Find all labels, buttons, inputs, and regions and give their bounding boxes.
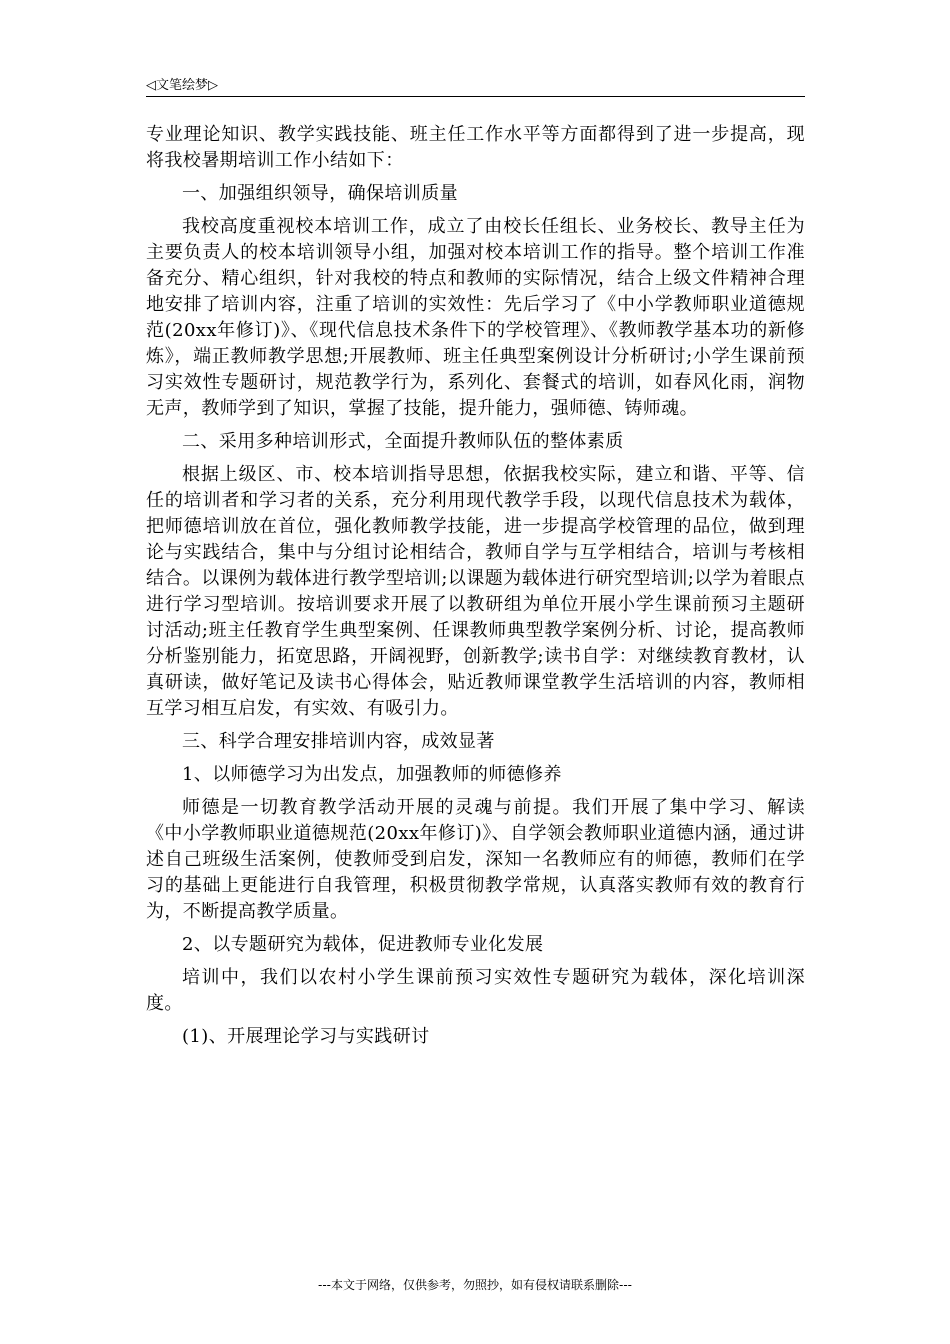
paragraph-subsection-1: 师德是一切教育教学活动开展的灵魂与前提。我们开展了集中学习、解读《中小学教师职业道德规范(20xx年修订)》、自学领会教师职业道德内涵，通过讲述自己班级生活案例，使教师受到启发，深知一名教师应有的师德，教师们在学习的基础上更能进行自我管理，积极贯彻教学常规，认真落实教师有效的教育行为，不断提高教学质量。 <box>146 797 805 922</box>
subheading-1: 1、以师德学习为出发点，加强教师的师德修养 <box>182 764 562 785</box>
section-heading-1: 一、加强组织领导，确保培训质量 <box>182 183 458 204</box>
header-divider <box>146 96 805 97</box>
document-header-label: ◁文笔绘梦▷ <box>146 78 218 93</box>
document-body <box>146 122 805 1057</box>
section-heading-2: 二、采用多种培训形式，全面提升教师队伍的整体素质 <box>182 431 624 452</box>
section-heading-3: 三、科学合理安排培训内容，成效显著 <box>182 731 495 752</box>
paragraph-section-2: 根据上级区、市、校本培训指导思想，依据我校实际，建立和谐、平等、信任的培训者和学习者的关系，充分利用现代教学手段，以现代信息技术为载体，把师德培训放在首位，强化教师教学技能，进一步提高学校管理的品位，做到理论与实践结合，集中与分组讨论相结合，教师自学与互学相结合，培训与考核相结合。以课例为载体进行教学型培训;以课题为载体进行研究型培训;以学为着眼点进行学习型培训。按培训要求开展了以教研组为单位开展小学生课前预习主题研讨活动;班主任教育学生典型案例、任课教师典型教学案例分析、讨论，提高教师分析鉴别能力，拓宽思路，开阔视野，创新教学;读书自学：对继续教育教材，认真研读，做好笔记及读书心得体会，贴近教师课堂教学生活培训的内容，教师相互学习相互启发，有实效、有吸引力。 <box>146 464 805 719</box>
paragraph-subsection-2: 培训中，我们以农村小学生课前预习实效性专题研究为载体，深化培训深度。 <box>146 967 805 1014</box>
document-footer-disclaimer: ---本文于网络，仅供参考，勿照抄，如有侵权请联系删除--- <box>318 1278 632 1292</box>
subheading-2-1: (1)、开展理论学习与实践研讨 <box>182 1026 430 1047</box>
subheading-2: 2、以专题研究为载体，促进教师专业化发展 <box>182 934 544 955</box>
paragraph-section-1: 我校高度重视校本培训工作，成立了由校长任组长、业务校长、教导主任为主要负责人的校本培训领导小组，加强对校本培训工作的指导。整个培训工作准备充分、精心组织，针对我校的特点和教师的实际情况，结合上级文件精神合理地安排了培训内容，注重了培训的实效性：先后学习了《中小学教师职业道德规范(20xx年修订)》、《现代信息技术条件下的学校管理》、《教师教学基本功的新修炼》，端正教师教学思想;开展教师、班主任典型案例设计分析研讨;小学生课前预习实效性专题研讨，规范教学行为，系列化、套餐式的培训，如春风化雨，润物无声，教师学到了知识，掌握了技能，提升能力，强师德、铸师魂。 <box>146 216 805 419</box>
paragraph-intro: 专业理论知识、教学实践技能、班主任工作水平等方面都得到了进一步提高，现将我校暑期培训工作小结如下： <box>146 124 805 171</box>
